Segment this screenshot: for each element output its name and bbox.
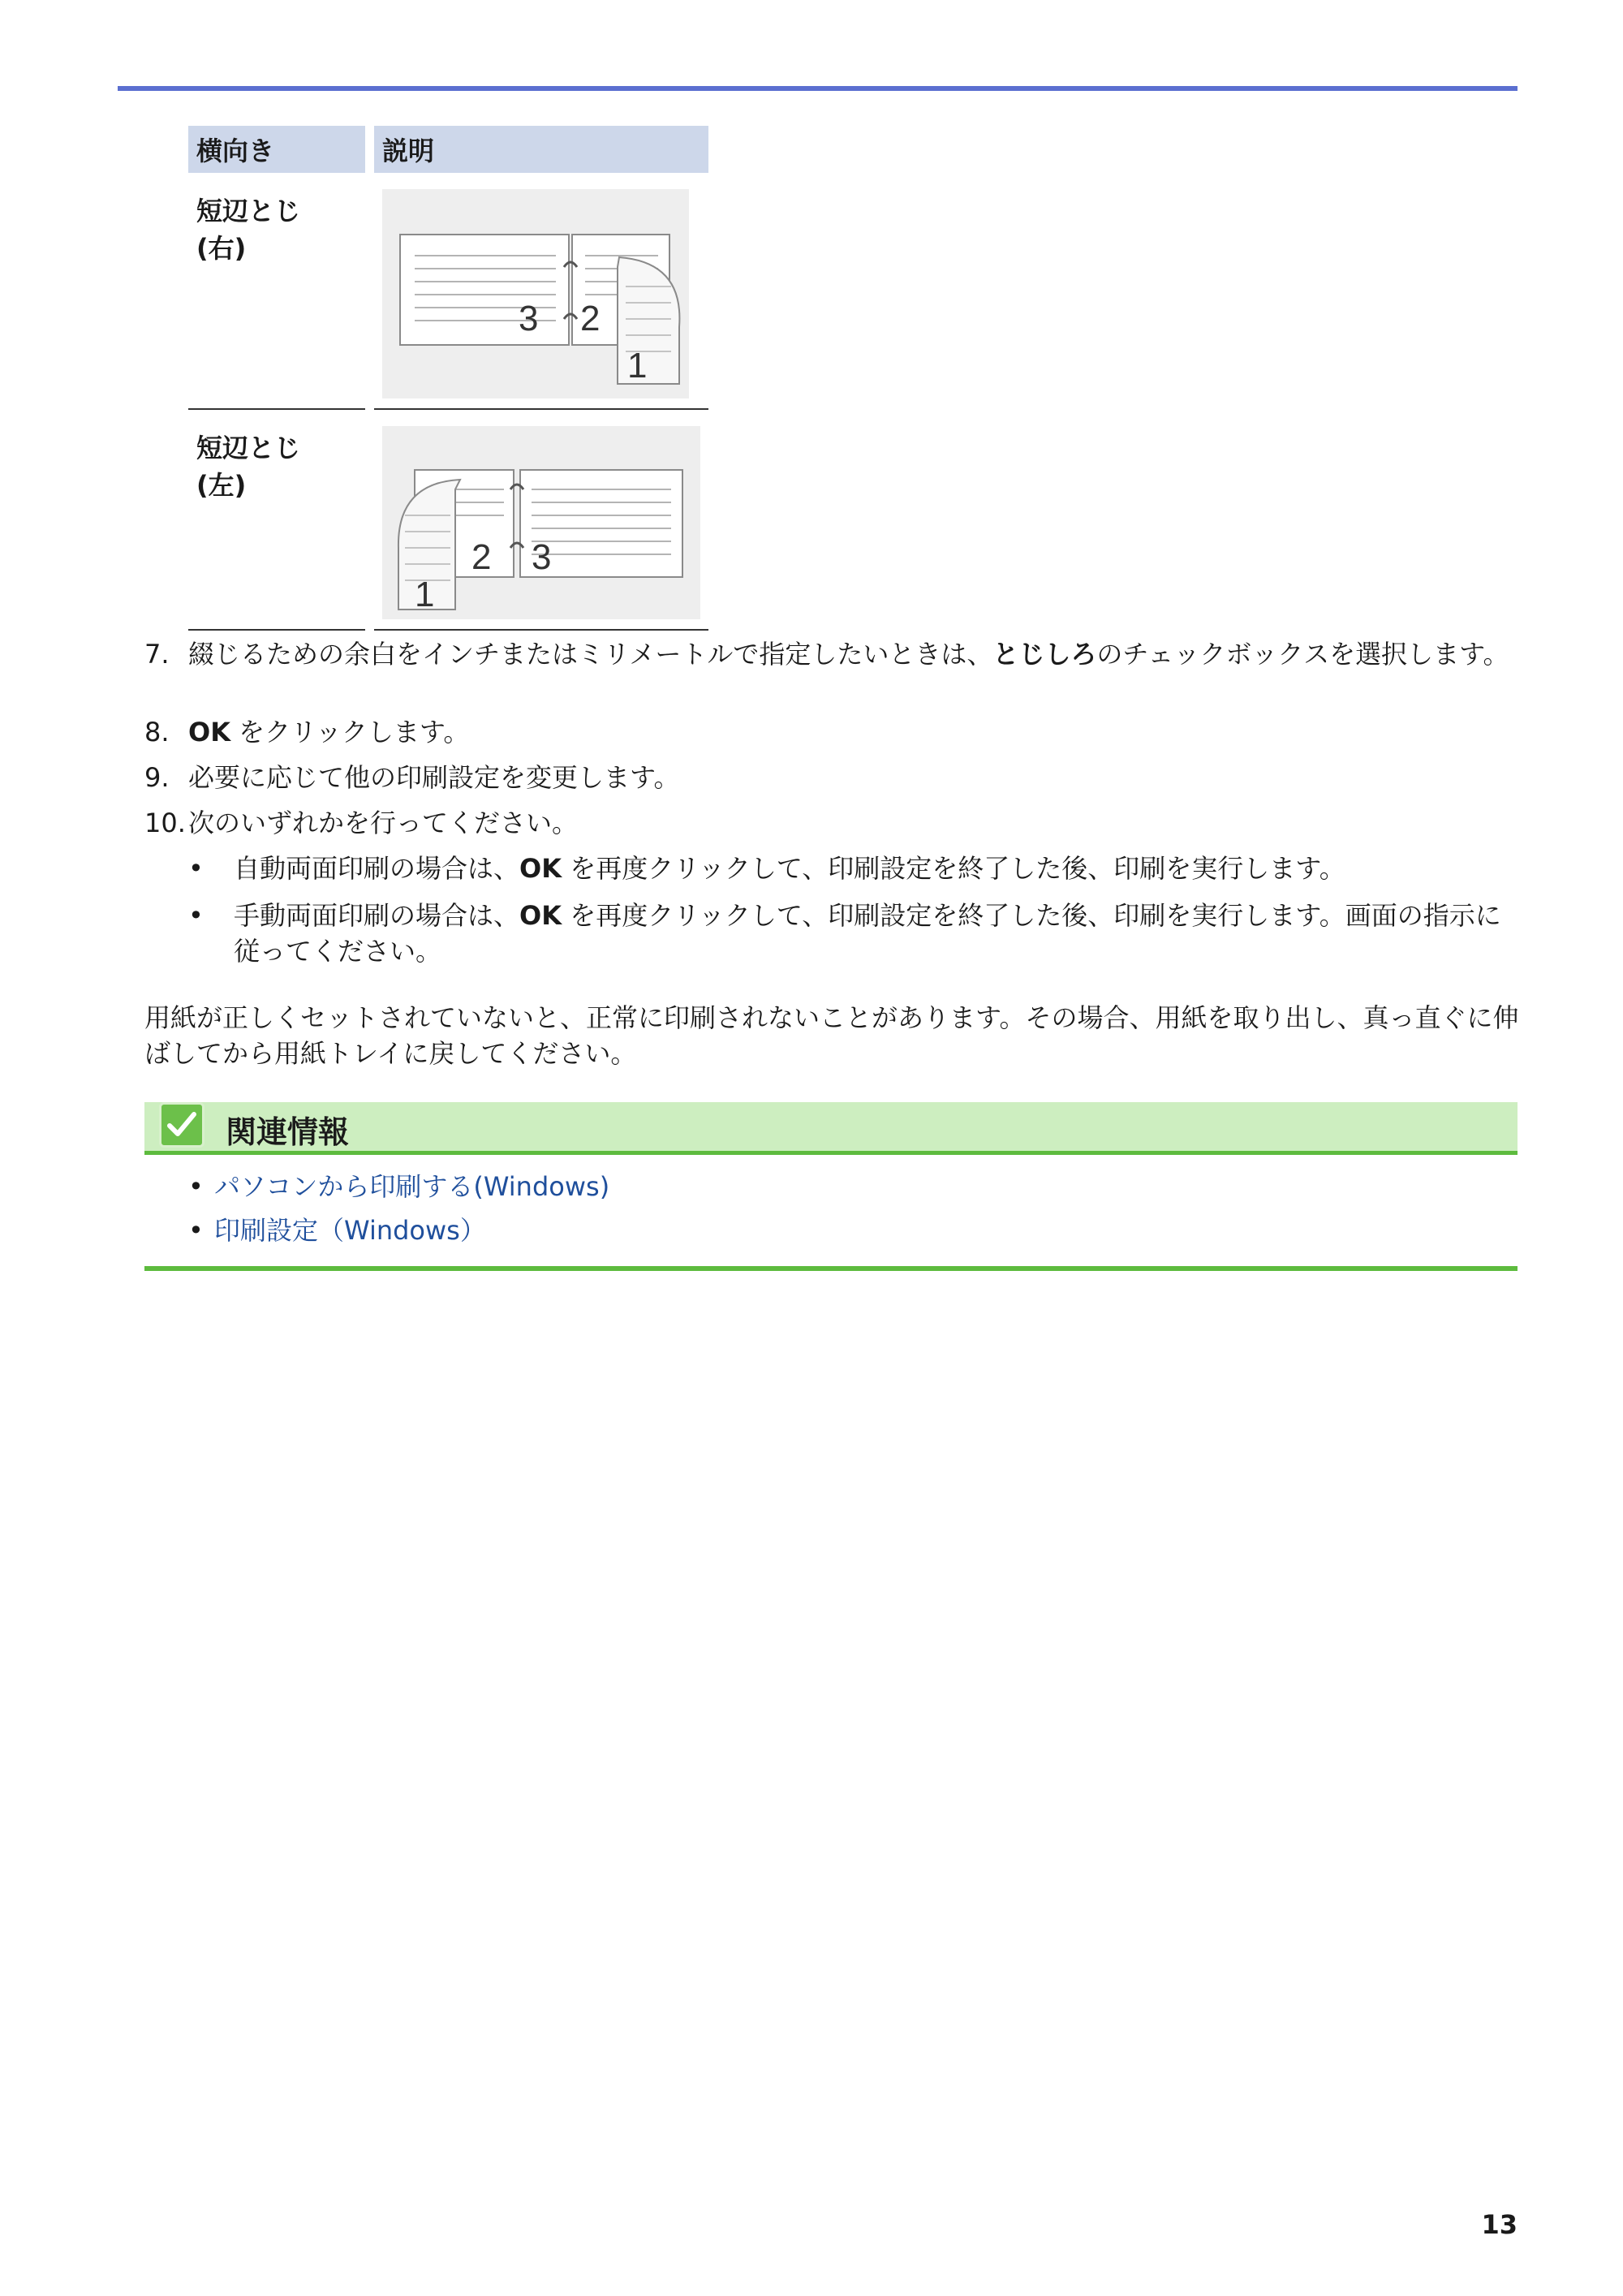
step-text: 次のいずれかを行ってください。 [188,808,579,838]
step-text: 必要に応じて他の印刷設定を変更します。 [188,762,680,793]
step-number: 10. [144,808,186,838]
bottom-rule [144,1266,1518,1271]
row-label: 短辺とじ (左) [188,410,365,631]
step-number: 9. [144,762,170,793]
table-row [188,173,708,410]
page-label-2: 2 [580,299,601,338]
table-header-row [188,126,708,173]
binding-table [179,126,717,631]
related-info-header [144,1102,1518,1155]
page-label-2: 2 [471,537,492,577]
step-number: 8. [144,717,170,747]
bullet-dot: • [188,853,204,884]
bullet-dot: • [188,900,204,931]
row-label: 短辺とじ (右) [188,173,365,410]
page-label-3: 3 [519,299,539,338]
page-number: 13 [1481,2209,1518,2240]
link-print-from-computer[interactable]: パソコンから印刷する(Windows) [214,1171,610,1202]
ok-label: OK [519,853,562,884]
bullet-dot: • [188,1215,204,1246]
table-row [188,410,708,631]
paper-note: 用紙が正しくセットされていないと、正常に印刷されないことがあります。その場合、用紙を取り出し、真っ直ぐに伸ばしてから用紙トレイに戻してください。 [144,1002,1519,1069]
ok-label: OK [188,717,230,747]
related-info-title: 関連情報 [226,1114,350,1150]
column-header-orientation: 横向き [188,126,365,173]
step-number: 7. [144,639,170,670]
short-edge-left-binding-illustration [382,426,700,619]
step-text: のチェックボックスを選択します。 [1096,639,1509,670]
ok-label: OK [519,900,562,931]
top-rule [118,86,1518,91]
page-label-3: 3 [532,537,552,577]
column-header-description: 説明 [374,126,708,173]
check-icon [159,1102,204,1148]
short-edge-right-binding-illustration [382,189,689,398]
setting-name: とじしろ [992,639,1097,670]
step-text: 綴じるための余白をインチまたはミリメートルで指定したいときは、 [188,639,993,670]
step-text: をクリックします。 [230,717,470,747]
page-label-1: 1 [627,346,648,386]
link-print-settings[interactable]: 印刷設定（Windows） [214,1215,486,1246]
bullet-dot: • [188,1171,204,1202]
page-label-1: 1 [415,575,435,614]
